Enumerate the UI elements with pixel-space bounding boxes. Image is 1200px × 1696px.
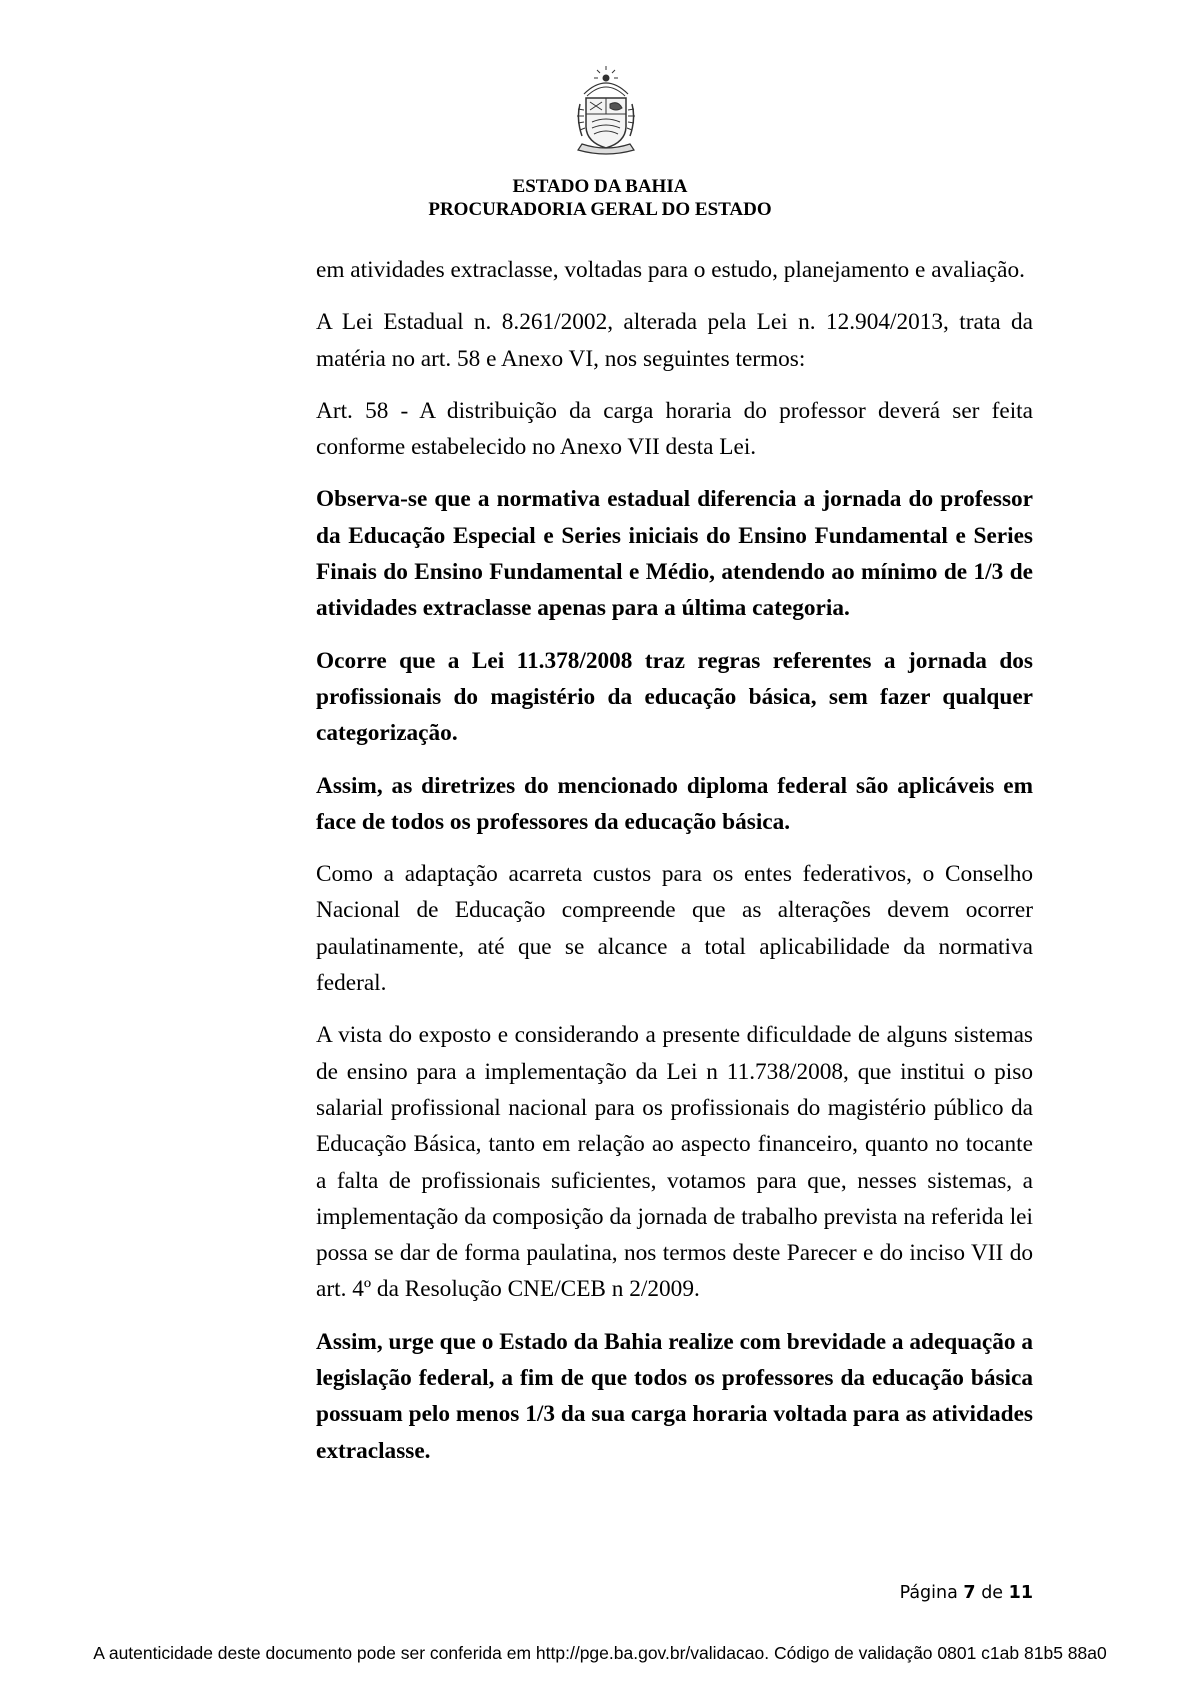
paragraph-1: em atividades extraclasse, voltadas para o estudo, planejamento e avaliação. bbox=[316, 257, 1025, 283]
header-agency-name: PROCURADORIA GERAL DO ESTADO bbox=[428, 199, 772, 220]
paragraph-9-bold: Assim, urge que o Estado da Bahia realize com brevidade a adequação a legislação federal, a fim de que todos os professores da educação básica possuam pelo menos 1/3 da sua carga horaria voltada para as atividades extraclasse. bbox=[316, 1328, 1033, 1464]
page-total: 11 bbox=[1008, 1583, 1033, 1603]
paragraph-2: A Lei Estadual n. 8.261/2002, alterada pela Lei n. 12.904/2013, trata da matéria no art. 58 e Anexo VI, nos seguintes termos: bbox=[316, 309, 1033, 372]
validation-footer: A autenticidade deste documento pode ser conferida em http://pge.ba.gov.br/validacao. Código de validação 0801 c1ab 81b5 88a0 bbox=[93, 1643, 1107, 1663]
coat-of-arms-icon bbox=[572, 64, 640, 160]
paragraph-8: A vista do exposto e considerando a presente dificuldade de alguns sistemas de ensino para a implementação da Lei n 11.738/2008, que institui o piso salarial profissional nacional para os profissionais do magistério público da Educação Básica, tanto em relação ao aspecto financeiro, quanto no tocante a falta de profissionais suficientes, votamos para que, nesses sistemas, a implementação da composição da jornada de trabalho prevista na referida lei possa se dar de forma paulatina, nos termos deste Parecer e do inciso VII do art. 4º da Resolução CNE/CEB n 2/2009. bbox=[316, 1022, 1033, 1303]
paragraph-5-bold: Ocorre que a Lei 11.378/2008 traz regras referentes a jornada dos profissionais do magistério da educação básica, sem fazer qualquer categorização. bbox=[316, 647, 1033, 747]
document-body bbox=[316, 252, 1033, 1485]
page-number bbox=[880, 1582, 1033, 1604]
header-state-name: ESTADO DA BAHIA bbox=[512, 176, 688, 197]
paragraph-4-bold: Observa-se que a normativa estadual diferencia a jornada do professor da Educação Especial e Series iniciais do Ensino Fundamental e Series Finais do Ensino Fundamental e Médio, atendendo ao mínimo de 1/3 de atividades extraclasse apenas para a última categoria. bbox=[316, 486, 1033, 622]
page-separator: de bbox=[981, 1583, 1004, 1603]
page-current: 7 bbox=[963, 1583, 976, 1603]
paragraph-6-bold: Assim, as diretrizes do mencionado diploma federal são aplicáveis em face de todos os professores da educação básica. bbox=[316, 772, 1033, 835]
paragraph-3: Art. 58 - A distribuição da carga horaria do professor deverá ser feita conforme estabelecido no Anexo VII desta Lei. bbox=[316, 397, 1033, 461]
paragraph-7: Como a adaptação acarreta custos para os entes federativos, o Conselho Nacional de Educação compreende que as alterações devem ocorrer paulatinamente, até que se alcance a total aplicabilidade da normativa federal. bbox=[316, 861, 1033, 997]
page-label: Página bbox=[899, 1583, 958, 1603]
